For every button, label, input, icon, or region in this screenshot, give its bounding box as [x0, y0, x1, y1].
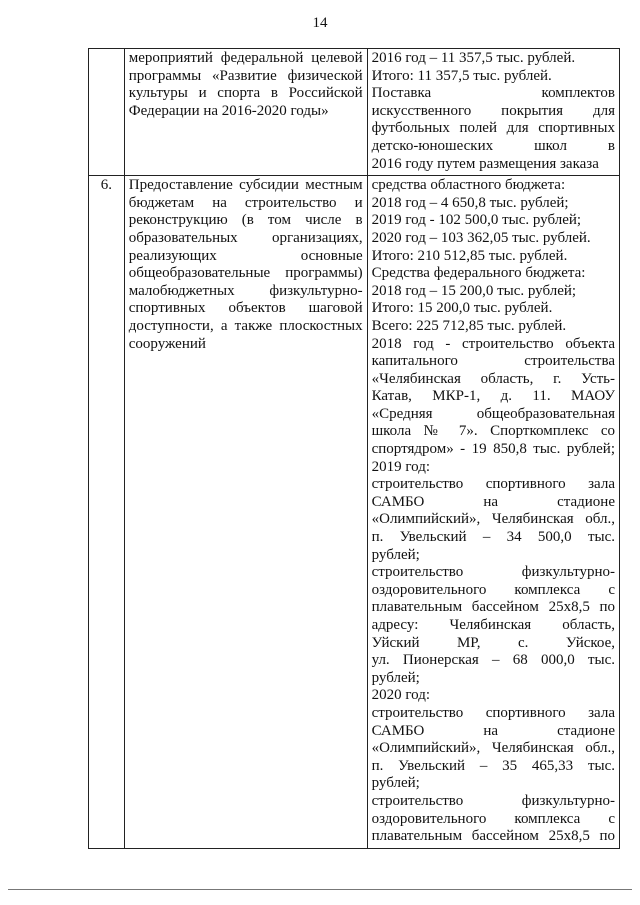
text-line: строительство физкультурно-: [371, 564, 615, 581]
text-line: строительство спортивного зала: [371, 704, 615, 721]
text-line: оздоровительного комплекса с: [371, 581, 615, 598]
text-line: Итого: 11 357,5 тыс. рублей.: [371, 67, 552, 84]
text-line: малобюджетных физкультурно-: [128, 282, 363, 299]
text-line: детско-юношеских школ в: [371, 137, 615, 154]
row-number: 6.: [89, 176, 125, 849]
text-line: рублей;: [371, 775, 420, 792]
text-line: сооружений: [128, 335, 206, 352]
text-line: «Челябинская область, г. Усть-: [371, 370, 615, 387]
text-line: 2020 год:: [371, 687, 431, 704]
row-number: [89, 49, 125, 176]
text-line: «Средняя общеобразовательная: [371, 405, 615, 422]
text-line: 2016 году путем размещения заказа: [371, 155, 599, 172]
text-line: 2016 год – 11 357,5 тыс. рублей.: [371, 50, 576, 66]
text-line: п. Увельский – 35 465,33 тыс.: [371, 757, 615, 774]
text-line: искусственного покрытия для: [371, 102, 615, 119]
text-line: САМБО на стадионе: [371, 722, 615, 739]
text-line: капитального строительства: [371, 353, 615, 370]
text-line: рублей;: [371, 669, 420, 686]
text-line: 2018 год - строительство объекта: [371, 335, 615, 352]
table-row: [89, 176, 620, 849]
text-line: культуры и спорта в Российской: [128, 85, 363, 102]
funding-cell: [367, 49, 619, 176]
text-line: Итого: 210 512,85 тыс. рублей.: [371, 247, 568, 264]
text-line: п. Увельский – 34 500,0 тыс.: [371, 529, 615, 546]
text-line: «Олимпийский», Челябинская обл.,: [371, 740, 615, 757]
text-line: общеобразовательные программы): [128, 265, 363, 282]
text-line: Предоставление субсидии местным: [128, 177, 363, 194]
text-line: реализующих основные: [128, 247, 363, 264]
page-bottom-rule: [8, 889, 632, 890]
text-line: адресу: Челябинская область,: [371, 617, 615, 633]
text-line: спортядром» - 19 850,8 тыс. рублей;: [371, 441, 615, 458]
page-number: 14: [312, 15, 328, 31]
text-line: программы «Развитие физической: [128, 67, 363, 84]
text-line: строительство спортивного зала: [371, 476, 615, 493]
text-line: плавательным бассейном 25х8,5 по: [371, 599, 615, 616]
measure-name-cell: [124, 176, 367, 849]
text-line: Поставка комплектов: [371, 85, 615, 102]
text-line: оздоровительного комплекса с: [371, 810, 615, 827]
text-line: 2020 год – 103 362,05 тыс. рублей.: [371, 229, 591, 246]
program-table: [88, 48, 620, 849]
text-line: Всего: 225 712,85 тыс. рублей.: [371, 317, 567, 334]
text-line: реконструкцию (в том числе в: [128, 212, 363, 229]
text-line: 2018 год – 15 200,0 тыс. рублей;: [371, 282, 577, 299]
table-row: [89, 49, 620, 176]
text-line: Уйский МР, с. Уйское,: [371, 634, 615, 651]
text-line: Средства федерального бюджета:: [371, 265, 586, 282]
text-line: Итого: 15 200,0 тыс. рублей.: [371, 300, 553, 317]
text-line: доступности, а также плоскостных: [128, 317, 363, 334]
text-line: САМБО на стадионе: [371, 493, 615, 510]
text-line: строительство физкультурно-: [371, 792, 615, 809]
text-line: средства областного бюджета:: [371, 177, 566, 194]
measure-name-cell: [124, 49, 367, 176]
text-line: футбольных полей для спортивных: [371, 120, 615, 137]
text-line: ул. Пионерская – 68 000,0 тыс.: [371, 652, 615, 669]
text-line: мероприятий федеральной целевой: [128, 50, 363, 66]
text-line: «Олимпийский», Челябинская обл.,: [371, 511, 615, 528]
text-line: 2018 год – 4 650,8 тыс. рублей;: [371, 194, 569, 211]
text-line: Федерации на 2016-2020 годы»: [128, 102, 329, 119]
text-line: Катав, МКР-1, д. 11. МАОУ: [371, 388, 615, 405]
text-line: рублей;: [371, 546, 420, 563]
text-line: 2019 год:: [371, 458, 431, 475]
text-line: школа № 7». Спорткомплекс со: [371, 423, 615, 440]
text-line: спортивных объектов шаговой: [128, 300, 363, 317]
text-line: бюджетам на строительство и: [128, 194, 363, 211]
text-line: образовательных организациях,: [128, 229, 363, 246]
text-line: 2019 год - 102 500,0 тыс. рублей;: [371, 212, 582, 229]
text-line: плавательным бассейном 25х8,5 по: [371, 828, 615, 845]
funding-cell: [367, 176, 619, 849]
